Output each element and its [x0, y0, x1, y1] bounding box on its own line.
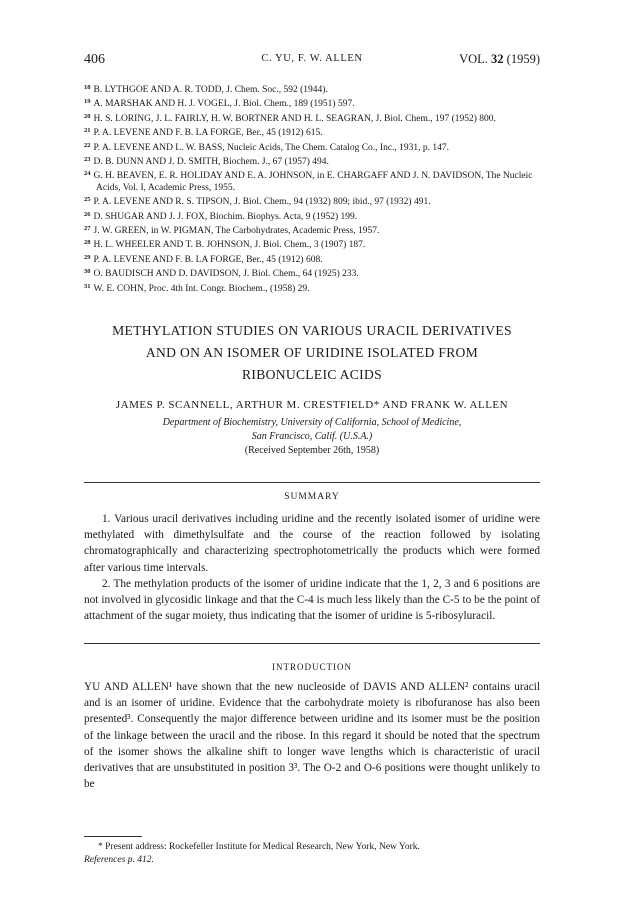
reference-item: $^{26}$ D. SHUGAR AND J. J. FOX, Biochim. Biophys. Acta, 9 (1952) 199.: [84, 210, 358, 222]
reference-item: $^{28}$ H. L. WHEELER AND T. B. JOHNSON, J. Biol. Chem., 3 (1907) 187.: [84, 239, 366, 251]
affiliation: Department of Biochemistry, University of California, School of Medicine, San Francisco, Calif. (U.S.A.): [162, 417, 462, 442]
volume-info: VOL. 32 (1959): [459, 52, 540, 66]
summary-top-rule: [84, 482, 540, 483]
summary-paragraph: 1. Various uracil derivatives including uridine and the recently isolated isomer of uridine were methylated with dimethylsulfate and the course of the reaction followed by isolating chromatographically and characterizing spectrophotometrically the products which were formed after various time intervals.: [84, 513, 540, 574]
volume-number: 32: [491, 52, 504, 66]
reference-item: $^{23}$ D. B. DUNN AND J. D. SMITH, Biochem. J., 67 (1957) 494.: [84, 156, 329, 168]
reference-item: $^{19}$ A. MARSHAK AND H. J. VOGEL, J. Biol. Chem., 189 (1951) 597.: [84, 98, 355, 110]
reference-item: $^{18}$ B. LYTHGOE AND A. R. TODD, J. Chem. Soc., 592 (1944).: [84, 84, 328, 95]
introduction-heading: INTRODUCTION: [272, 662, 352, 672]
running-head: [84, 52, 540, 72]
reference-list: [84, 82, 544, 295]
reference-item: $^{21}$ P. A. LEVENE AND F. B. LA FORGE, Ber., 45 (1912) 615.: [84, 127, 323, 139]
running-head-authors: C. YU, F. W. ALLEN: [261, 53, 363, 64]
summary-body: [84, 511, 540, 624]
received-date: (Received September 26th, 1958): [244, 445, 380, 456]
title-line: AND ON AN ISOMER OF URIDINE ISOLATED FROM: [145, 345, 479, 360]
reference-item: $^{22}$ P. A. LEVENE AND L. W. BASS, Nucleic Acids, The Chem. Catalog Co., Inc., 1931, p. 147.: [84, 141, 450, 153]
references-note: References p. 412.: [84, 855, 154, 865]
footnote-marker: *: [98, 842, 103, 852]
page-number: 406: [84, 52, 105, 67]
reference-item: $^{25}$ P. A. LEVENE AND R. S. TIPSON, J. Biol. Chem., 94 (1932) 809; ibid., 97 (1932) 491.: [84, 196, 431, 208]
summary-paragraph: 2. The methylation products of the isomer of uridine indicate that the 1, 2, 3 and 6 positions are not involved in glycosidic linkage and that the C-4 is much less likely than the C-5 to be the point of attachment of the sugar moiety, thus indicating that the isomer of uridine is 5-ribosyluracil.: [84, 577, 540, 623]
title-line: METHYLATION STUDIES ON VARIOUS URACIL DERIVATIVES: [112, 323, 512, 338]
footnote: [84, 841, 540, 867]
summary-heading: SUMMARY: [284, 492, 340, 502]
reference-item: $^{29}$ P. A. LEVENE AND F. B. LA FORGE, Ber., 45 (1912) 608.: [84, 253, 323, 265]
footnote-text: Present address: Rockefeller Institute for Medical Research, New York, New York.: [105, 842, 420, 852]
reference-item: $^{20}$ H. S. LORING, J. L. FAIRLY, H. W. BORTNER AND H. L. SEAGRAN, J. Biol. Chem., 197 (1952) 800.: [84, 112, 496, 124]
reference-item: $^{31}$ W. E. COHN, Proc. 4th Int. Congr. Biochem., (1958) 29.: [84, 282, 310, 294]
reference-item: $^{24}$ G. H. BEAVEN, E. R. HOLIDAY AND E. A. JOHNSON, in E. CHARGAFF AND J. N. DAVIDSON, The Nucleic Acids, Vol. I, Academic Press, 1955.: [84, 170, 533, 193]
reference-item: $^{27}$ J. W. GREEN, in W. PIGMAN, The Carbohydrates, Academic Press, 1957.: [84, 225, 380, 237]
article-title: [84, 320, 540, 386]
introduction-body: [84, 679, 540, 792]
introduction-paragraph: YU AND ALLEN¹ have shown that the new nucleoside of DAVIS AND ALLEN² contains uracil and is an isomer of uridine. Evidence that the carbohydrate moiety is ribofuranose has also been presented³. Consequently the major difference between uridine and its isomer must be the position of the linkage between the uracil and the ribose. In this regard it should be noted that the spectrum of the isomer shows the alkaline shift to longer wave lengths which is characteristic of uracil derivatives that are unsubstituted in position 3³. The O-2 and O-6 positions were thought unlikely to be: [84, 681, 540, 791]
article-authors: JAMES P. SCANNELL, ARTHUR M. CRESTFIELD* AND FRANK W. ALLEN: [115, 399, 509, 411]
reference-item: $^{30}$ O. BAUDISCH AND D. DAVIDSON, J. Biol. Chem., 64 (1925) 233.: [84, 268, 359, 280]
footnote-rule: [84, 836, 142, 837]
title-line: RIBONUCLEIC ACIDS: [242, 367, 382, 382]
summary-bottom-rule: [84, 643, 540, 644]
